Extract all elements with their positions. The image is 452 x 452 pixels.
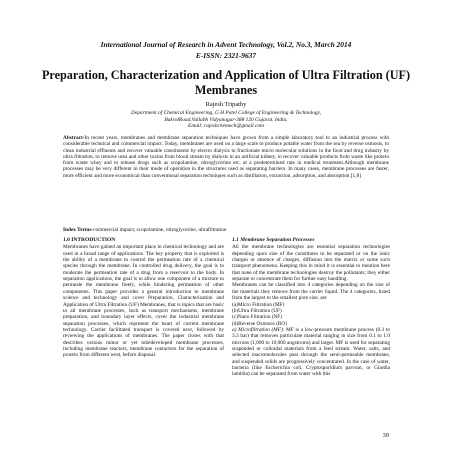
index-terms <box>63 227 389 233</box>
abstract-text: In recent years, membranes and membrane separation techniques have grown from a simple laboratory tool to an industrial process with considerable technical and commercial impact. Today, membranes are used on a large scale to produce potable water from the sea by reverse osmosis, to clean industrial effluents and recover valuable constituents by electro dialysis to fractionate micro molecular solutions in the food and drug industry by ultra filtration, to remove urea and other toxins from blood stream by dialysis in an artificial kidney, to recover valuable products from waste like protein from waste whey and to release drugs such as scopolamine, nitroglycerine etc. at a predetermined rate in medical treatment.Although membrane processes may be very different in their mode of operation in the structures used as separating barriers. In many cases, membrane processes are faster, more efficient and more economical than conventional separation techniques such as distillation, extraction, adsorption, and absorption.[1,8] <box>63 135 389 179</box>
journal-header: International Journal of Research in Advent Technology, Vol.2, No.3, March 2014 <box>100 40 352 49</box>
right-column <box>232 237 390 378</box>
microfiltration-text: : MF is a low-pressure membrane process (0.3 to 3.3 bar) that removes particulate material ranging in size from 0.1 to 1.0 microns (1,000 to 10,000 angstroms) and larger. MF is used for separating suspended or colloidal materials from a feed stream. Water, salts, and selected macromolecules pass through the semi-permeable membrane, and suspended solids are progressively concentrated. In the case of water, bacteria (like Escherichia coli, Cryptosporidium parvum, or Giardia lamblia) can be separated from water with this <box>232 326 390 378</box>
list-item: (d)Reverse Osmosis (RO) <box>232 320 288 327</box>
affiliation-department: Department of Chemical Engineering, G H Patel College of Engineering & Technology, <box>130 110 322 116</box>
issn-line: E-ISSN: 2321-9637 <box>195 51 257 60</box>
section-heading-introduction: 1.0 INTRODUCTION <box>63 237 116 243</box>
membrane-processes-text: All the membrane technologies are essential separation technologies depending upon size of the constitutes to be separated or on the ionic charges or absence of charges, diffusion into the matrix or some such transport phenomena. Keeping this in mind it is essential to mention here that none of the membrane technologies destroy the pollutants; they either separate or concentrate them for further easy handling. <box>232 244 390 283</box>
paper-title: Preparation, Characterization and Application of Ultra Filtration (UF) Membranes <box>41 68 411 97</box>
index-terms-text: commercial impact, scopolamine, nitroglycerine, ultrafiltration <box>93 227 227 233</box>
affiliation-address: BakrolRoad,Vallabh Vidyanagar-388 120 Gujarat. India. <box>164 116 288 123</box>
membrane-categories-text: Membranes can be classified into 4 categories depending on the size of the materials they remove from the carrier liquid. The 4 categories, listed from the largest to the smallest pore size, are <box>232 282 390 302</box>
introduction-text: Membranes have gained an important place in chemical technology and are used in a broad range of applications. The key property that is exploited is the ability of a membrane to control the permeation rate of a chemical species through the membrane. In controlled drug delivery, the goal is to moderate the permeation rate of a drug from a reservoir to the body. In separation applications, the goal is to allow one component of a mixture to permeate the membrane freely, while hindering permeation of other components. This paper provides a general introduction to membrane science and technology and cover Preparation, Characterization and Application of Ultra Filtration (UF) Membranes, that is topics that are basic to all membrane processes, such as transport mechanisms, membrane preparation, and boundary layer effects, cover the industrial membrane separation processes, which represent the heart of current membrane technology. Carrier facilitated transport is covered next, followed by reviewing the applications of membranes. The paper closes with that describes various minor or yet tobedeveloped membrane processes, including membrane reactors, membrane contactors for the separation of protein from different west, before disposal. <box>63 244 224 359</box>
author-name: Rajesh Tripathy <box>205 101 247 108</box>
section-heading-membrane-processes: 1.1 Membrane Separation Processes <box>232 237 315 243</box>
list-item: (b)Ultra Filtration (UF) <box>232 307 282 314</box>
index-terms-label: Index Terms- <box>63 227 94 233</box>
microfiltration-paragraph <box>232 327 390 378</box>
author-email: Email: rajeshchemech@gmail.com <box>188 123 264 129</box>
left-column <box>63 237 224 359</box>
page-number: 39 <box>382 432 389 439</box>
abstract-label: Abstract- <box>63 135 85 141</box>
microfiltration-label: a) Microfiltration (MF) <box>232 326 283 333</box>
list-item: (a)Micro Filtration (MF) <box>232 301 285 308</box>
list-item: (c)Nano Filtration (NF) <box>232 314 283 321</box>
abstract <box>63 135 389 179</box>
